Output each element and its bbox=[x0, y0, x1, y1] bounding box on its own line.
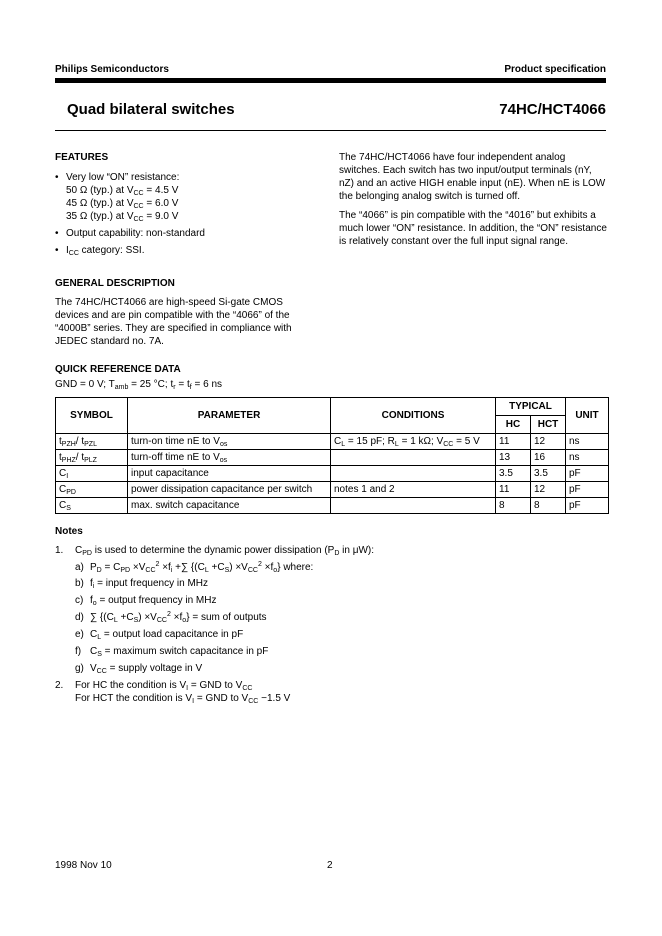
title-rule bbox=[55, 130, 606, 131]
cell-parameter: power dissipation capacitance per switch bbox=[128, 482, 331, 498]
cell-hct: 3.5 bbox=[531, 466, 566, 482]
doc-type: Product specification bbox=[504, 64, 606, 75]
cell-conditions bbox=[331, 450, 496, 466]
cell-unit: ns bbox=[566, 450, 609, 466]
footer-date: 1998 Nov 10 bbox=[55, 860, 112, 871]
col-symbol: SYMBOL bbox=[56, 398, 128, 434]
note-a-formula: $P_D = C_{PD} \times V_{CC}^2 \times f_i$ +∑ $\{(C_L +C_S) \times V_{CC}^2 \times f_o\}$ where: bbox=[90, 561, 314, 574]
right-column bbox=[339, 151, 609, 248]
note-f-text: $C_S$ = maximum switch capacitance in pF bbox=[90, 646, 269, 658]
table-row bbox=[56, 482, 609, 498]
cell-symbol: $C_{PD}$ bbox=[56, 482, 128, 498]
note-d-text: ∑ $\{(C_L +C_S) \times V_{CC}^2 \times f_o\}$ = sum of outputs bbox=[90, 611, 267, 624]
res-line: 45 Ω (typ.) at $V_{CC} = 6.0$ V bbox=[66, 198, 179, 210]
cell-unit: ns bbox=[566, 434, 609, 450]
table-row bbox=[56, 466, 609, 482]
cell-unit: pF bbox=[566, 466, 609, 482]
col-typical: TYPICAL bbox=[496, 398, 566, 416]
col-unit: UNIT bbox=[566, 398, 609, 434]
cell-symbol: $C_S$ bbox=[56, 498, 128, 514]
notes-heading: Notes bbox=[55, 526, 83, 537]
part-number: 74HC/HCT4066 bbox=[499, 101, 606, 118]
res-line: 50 Ω (typ.) at $V_{CC} = 4.5$ V bbox=[66, 185, 179, 197]
table-row bbox=[56, 450, 609, 466]
cell-parameter: max. switch capacitance bbox=[128, 498, 331, 514]
qrd-conditions: GND = 0 V; $T_{amb} = 25$ °C; $t_r = t_f = 6$ ns bbox=[55, 379, 223, 391]
cell-hc: 3.5 bbox=[496, 466, 531, 482]
general-text: The 74HC/HCT4066 are high-speed Si-gate CMOS devices and are pin compatible with the “4066” of the “4000B” series. They are specified in compliance with JEDEC standard no. 7A. bbox=[55, 297, 292, 347]
res-line: 35 Ω (typ.) at $V_{CC} = 9.0$ V bbox=[66, 211, 179, 223]
cell-unit: pF bbox=[566, 498, 609, 514]
col-hc: HC bbox=[496, 416, 531, 434]
note-d-label: d) bbox=[75, 612, 84, 623]
note-1-number: 1. bbox=[55, 545, 64, 556]
quick-reference-table bbox=[55, 397, 609, 514]
cell-hct: 16 bbox=[531, 450, 566, 466]
cell-hct: 12 bbox=[531, 434, 566, 450]
cell-parameter: turn-on time nE to $V_{os}$ bbox=[128, 434, 331, 450]
qrd-heading: QUICK REFERENCE DATA bbox=[55, 364, 181, 375]
header-rule bbox=[55, 78, 606, 83]
cell-symbol: $t_{PHZ}/$ $t_{PLZ}$ bbox=[56, 450, 128, 466]
feature-item: • Very low “ON” resistance: 50 Ω (typ.) at $V_{CC} = 4.5$ V 45 Ω (typ.) at $V_{CC} = 6.0$ V 35 Ω (typ.) at $V_{CC} = 9.0$ V bbox=[55, 171, 315, 223]
note-2-line-1: For HC the condition is $V_I$ = GND to $V_{CC}$ bbox=[75, 680, 253, 692]
cell-parameter: input capacitance bbox=[128, 466, 331, 482]
col-hct: HCT bbox=[531, 416, 566, 434]
feature-item: • $I_{CC}$ category: SSI. bbox=[55, 244, 315, 257]
cell-hct: 12 bbox=[531, 482, 566, 498]
note-1-text: $C_{PD}$ is used to determine the dynamic power dissipation ($P_D$ in μW): bbox=[75, 545, 375, 557]
col-conditions: CONDITIONS bbox=[331, 398, 496, 434]
cell-unit: pF bbox=[566, 482, 609, 498]
note-c-text: $f_o$ = output frequency in MHz bbox=[90, 595, 217, 607]
cell-hc: 13 bbox=[496, 450, 531, 466]
col-parameter: PARAMETER bbox=[128, 398, 331, 434]
note-f-label: f) bbox=[75, 646, 82, 657]
page-title: Quad bilateral switches bbox=[67, 101, 235, 118]
note-a-label: a) bbox=[75, 562, 84, 573]
cell-conditions: notes 1 and 2 bbox=[331, 482, 496, 498]
table-row bbox=[56, 498, 609, 514]
page-number: 2 bbox=[327, 860, 333, 871]
cell-symbol: $C_I$ bbox=[56, 466, 128, 482]
note-b-label: b) bbox=[75, 578, 84, 589]
desc-para-1: The 74HC/HCT4066 have four independent analog switches. Each switch has two input/output terminals (nY, nZ) and an active HIGH enable input (nE). When nE is LOW the belonging analog switch is turned off. bbox=[339, 152, 606, 202]
note-2-number: 2. bbox=[55, 680, 64, 691]
note-2-line-2: For HCT the condition is $V_I$ = GND to $V_{CC} -1.5$ V bbox=[75, 693, 291, 705]
note-g-text: $V_{CC}$ = supply voltage in V bbox=[90, 663, 203, 675]
cell-hct: 8 bbox=[531, 498, 566, 514]
general-heading: GENERAL DESCRIPTION bbox=[55, 278, 175, 289]
table-row bbox=[56, 434, 609, 450]
cell-conditions bbox=[331, 498, 496, 514]
note-e-label: e) bbox=[75, 629, 84, 640]
cell-parameter: turn-off time nE to $V_{os}$ bbox=[128, 450, 331, 466]
note-g-label: g) bbox=[75, 663, 84, 674]
features-list bbox=[55, 171, 315, 257]
cell-conditions: $C_L = 15$ pF; $R_L = 1$ kΩ; $V_{CC} = 5$ V bbox=[331, 434, 496, 450]
cell-hc: 8 bbox=[496, 498, 531, 514]
note-c-label: c) bbox=[75, 595, 84, 606]
note-e-text: $C_L$ = output load capacitance in pF bbox=[90, 629, 244, 641]
cell-hc: 11 bbox=[496, 482, 531, 498]
note-b-text: $f_i$ = input frequency in MHz bbox=[90, 578, 209, 590]
cell-symbol: $t_{PZH}/$ $t_{PZL}$ bbox=[56, 434, 128, 450]
features-heading: FEATURES bbox=[55, 152, 109, 163]
cell-hc: 11 bbox=[496, 434, 531, 450]
cell-conditions bbox=[331, 466, 496, 482]
feature-item: • Output capability: non-standard bbox=[55, 227, 315, 240]
desc-para-2: The “4066” is pin compatible with the “4016” but exhibits a much lower “ON” resistance. In addition, the “ON” resistance is relatively constant over the full input signal range. bbox=[339, 210, 607, 247]
company-name: Philips Semiconductors bbox=[55, 64, 169, 75]
table-header-row bbox=[56, 398, 609, 416]
